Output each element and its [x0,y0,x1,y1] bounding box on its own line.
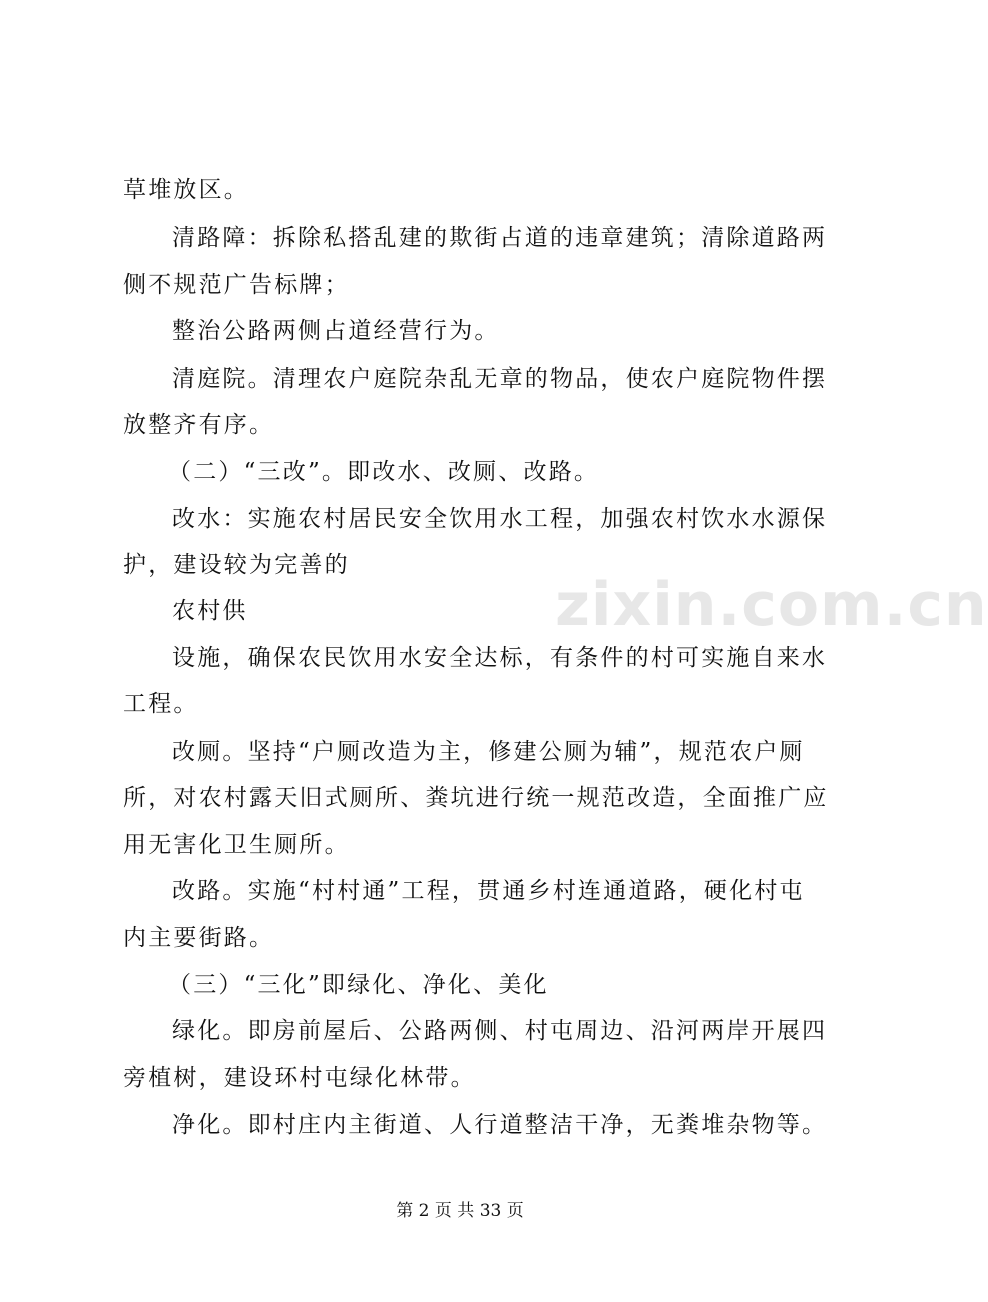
text-line: 设施，确保农民饮用水安全达标，有条件的村可实施自来水 [172,645,828,671]
watermark: zixin.com.cn [555,570,988,640]
text-line: 侧不规范广告标牌； [123,272,350,298]
text-line: 改水：实施农村居民安全饮用水工程，加强农村饮水水源保 [172,506,828,532]
section-heading: （二）“三改”。即改水、改厕、改路。 [168,459,600,485]
text-line: 净化。即村庄内主街道、人行道整洁干净，无粪堆杂物等。 [172,1112,828,1138]
text-line: 用无害化卫生厕所。 [123,832,350,858]
text-line: 清庭院。清理农户庭院杂乱无章的物品，使农户庭院物件摆 [172,366,828,392]
text-line: 旁植树，建设环村屯绿化林带。 [123,1065,476,1091]
text-line: 农村供 [172,598,248,624]
text-line: 工程。 [123,691,199,717]
text-line: 所，对农村露天旧式厕所、粪坑进行统一规范改造，全面推广应 [123,785,829,811]
text-line: 整治公路两侧占道经营行为。 [172,318,500,344]
page-number-footer: 第 2 页 共 33 页 [396,1201,524,1221]
text-line: 清路障：拆除私搭乱建的欺街占道的违章建筑；清除道路两 [172,225,828,251]
section-heading: （三）“三化”即绿化、净化、美化 [168,972,549,998]
text-line: 草堆放区。 [123,177,249,203]
text-line: 内主要街路。 [123,925,275,951]
text-line: 改路。实施“村村通”工程，贯通乡村连通道路，硬化村屯 [172,878,805,904]
text-line: 放整齐有序。 [123,412,275,438]
text-line: 护，建设较为完善的 [123,552,350,578]
text-line: 改厕。坚持“户厕改造为主，修建公厕为辅”，规范农户厕 [172,739,805,765]
text-line: 绿化。即房前屋后、公路两侧、村屯周边、沿河两岸开展四 [172,1018,828,1044]
